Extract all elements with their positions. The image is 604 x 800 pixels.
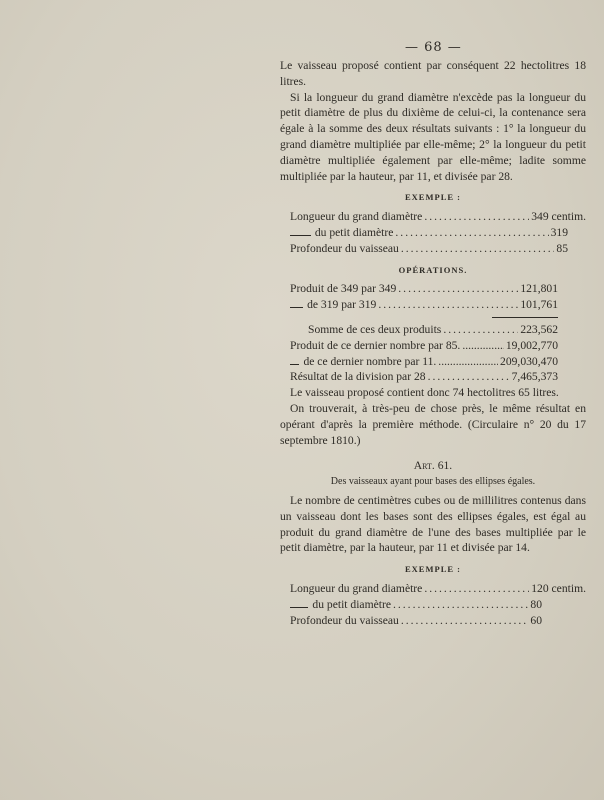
ditto-dash: [290, 364, 299, 365]
leader-dots: [393, 597, 528, 613]
ditto-dash: [290, 235, 311, 236]
row-label: Produit de ce dernier nombre par 85.: [290, 338, 461, 352]
table-row: [280, 581, 586, 597]
paragraph: Le vaisseau proposé contient par conséquent 22 hectolitres 18 litres.: [280, 59, 586, 88]
table-row: [280, 613, 586, 629]
table-row: [280, 322, 586, 338]
row-value: 7,465,373: [511, 370, 558, 384]
row-value: 19,002,770: [505, 338, 558, 352]
leader-dots: [438, 354, 498, 370]
row-label: Longueur du grand diamètre: [290, 210, 423, 224]
table-row: [280, 597, 586, 613]
table-row: [280, 241, 586, 257]
table-row: [280, 281, 586, 297]
row-value: 85: [556, 241, 568, 255]
leader-dots: [462, 338, 504, 354]
row-value: 121,801: [520, 282, 558, 296]
row-label: Somme de ces deux produits: [308, 322, 442, 336]
leader-dots: [428, 369, 510, 385]
example-heading: EXEMPLE :: [405, 192, 461, 203]
row-label: du petit diamètre: [312, 597, 391, 611]
leader-dots: [378, 297, 518, 313]
paragraph: Le nombre de centimètres cubes ou de millilitres contenus dans un vaisseau dont les bases sont des ellipses égales, est égal au produit du grand diamètre de l'une des bases multipliée par le petit diamètre, par la hauteur, par 11 et divisée par 14.: [280, 493, 586, 555]
row-value: 319: [550, 225, 568, 239]
table-row: [280, 338, 586, 354]
row-label: Profondeur du vaisseau: [290, 613, 399, 627]
leader-dots: [398, 281, 518, 297]
row-value: 101,761: [520, 298, 558, 312]
row-label: de ce dernier nombre par 11.: [303, 354, 437, 368]
sum-rule: [492, 317, 558, 318]
leader-dots: [443, 322, 518, 338]
ditto-dash: [290, 607, 308, 608]
article-subtitle: Des vaisseaux ayant pour bases des ellipses égales.: [330, 476, 536, 488]
leader-dots: [424, 209, 529, 225]
row-value: 223,562: [520, 322, 558, 336]
operations-heading: OPÉRATIONS.: [398, 264, 468, 275]
row-value: 349 centim.: [531, 210, 586, 224]
row-label: du petit diamètre: [314, 225, 394, 239]
row-label: Produit de 349 par 349: [290, 282, 397, 296]
row-value: 60: [530, 613, 542, 627]
table-row: [280, 354, 586, 370]
leader-dots: [401, 613, 529, 629]
row-value: 209,030,470: [500, 354, 558, 368]
table-row: [280, 225, 586, 241]
row-label: de 319 par 319: [307, 298, 377, 312]
spacer: [280, 448, 586, 452]
leader-dots: [401, 241, 555, 257]
row-value: 80: [530, 597, 542, 611]
paragraph: Si la longueur du grand diamètre n'excède pas la longueur du petit diamètre de plus du dixième de celui-ci, la contenance sera égale à la somme des deux résultats suivants : 1° la longueur du grand diamètre multipliée par elle-même; 2° la longueur du petit diamètre multipliée également par elle-même; ladite somme multipliée par la hauteur, par 11, et divisée par 28.: [280, 90, 586, 183]
article-title: Art. 61.: [413, 459, 453, 473]
row-label: Longueur du grand diamètre: [290, 581, 423, 595]
page-content: [280, 58, 586, 628]
ditto-dash: [290, 307, 303, 308]
paragraph: On trouverait, à très-peu de chose près, le même résultat en opérant d'après la première méthode. (Circulaire n° 20 du 17 septembre 1810.): [280, 401, 586, 447]
leader-dots: [395, 225, 548, 241]
paragraph: Le vaisseau proposé contient donc 74 hectolitres 65 litres.: [290, 386, 559, 400]
table-row: [280, 369, 586, 385]
row-label: Résultat de la division par 28: [290, 370, 426, 384]
row-value: 120 centim.: [531, 581, 586, 595]
leader-dots: [424, 581, 529, 597]
row-label: Profondeur du vaisseau: [290, 241, 399, 255]
page-number: — 68 —: [405, 40, 462, 55]
example-heading: EXEMPLE :: [405, 564, 461, 575]
table-row: [280, 209, 586, 225]
table-row: [280, 297, 586, 313]
